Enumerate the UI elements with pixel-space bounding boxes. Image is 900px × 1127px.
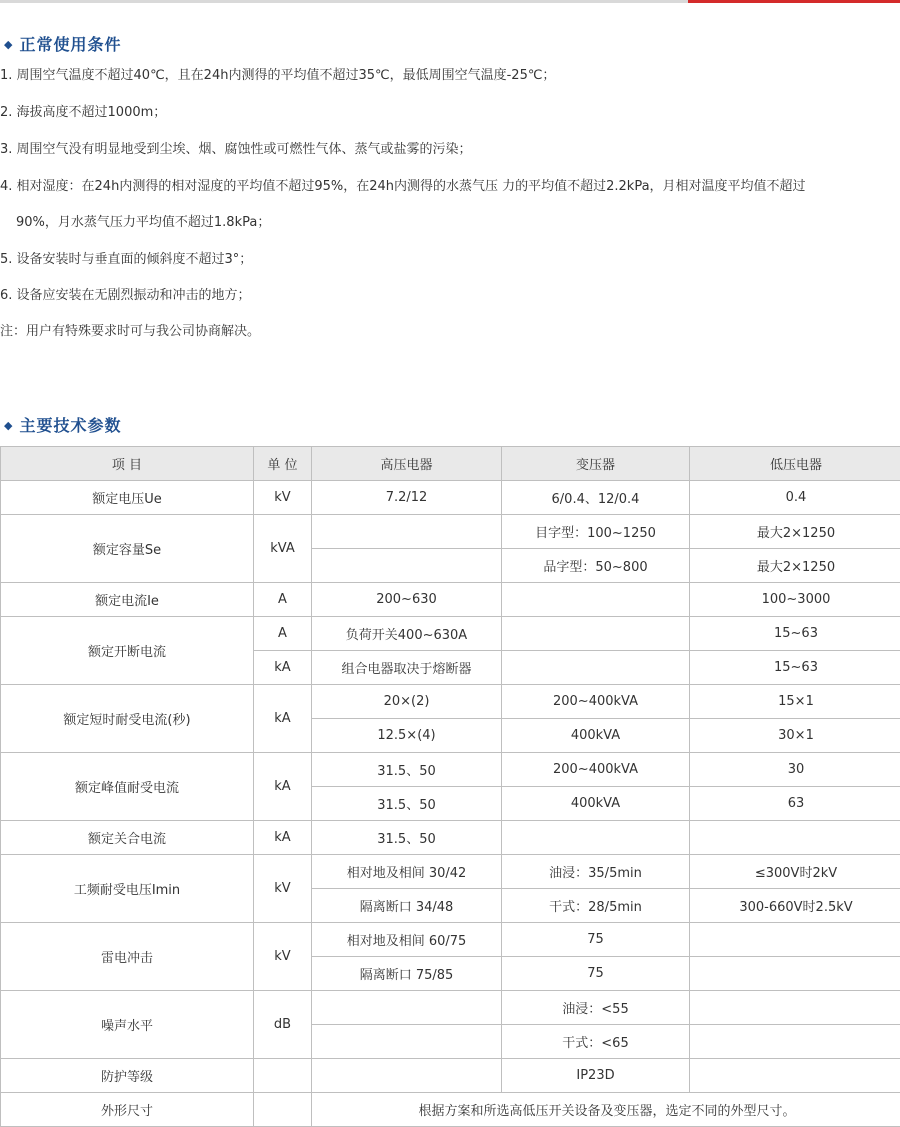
cell-lv: 0.4 [690,481,900,515]
cell-lv: 15×1 [690,685,900,719]
cell-lv: 15~63 [690,617,900,651]
table-header-row [1,447,900,481]
header-lv: 低压电器 [690,447,900,481]
condition-4-cont: 90%，月水蒸气压力平均值不超过1.8kPa； [16,211,270,230]
cell-lv: 最大2×1250 [690,549,900,583]
cell-hv [312,991,502,1025]
cell-transformer: 干式：28/5min [502,889,690,923]
diamond-bullet-icon: ◆ [4,419,13,432]
conditions-title-text: 正常使用条件 [19,35,121,54]
cell-hv: 相对地及相间 60/75 [312,923,502,957]
cell-lv: 30×1 [690,719,900,753]
cell-hv: 隔离断口 34/48 [312,889,502,923]
cell-transformer [502,583,690,617]
cell-transformer: 75 [502,923,690,957]
cell-lv: 15~63 [690,651,900,685]
conditions-section-title [4,32,121,55]
cell-item: 额定峰值耐受电流 [1,753,254,821]
table-row [1,991,900,1025]
table-row [1,855,900,889]
table-row [1,617,900,651]
cell-item: 额定短时耐受电流(秒) [1,685,254,753]
table-row [1,1093,900,1127]
header-hv: 高压电器 [312,447,502,481]
cell-hv: 31.5、50 [312,821,502,855]
table-row [1,515,900,549]
cell-lv [690,821,900,855]
cell-hv [312,549,502,583]
cell-transformer: IP23D [502,1059,690,1093]
cell-hv: 12.5×(4) [312,719,502,753]
cell-lv: 300-660V时2.5kV [690,889,900,923]
condition-2: 2. 海拔高度不超过1000m； [0,101,166,120]
table-row [1,685,900,719]
params-title-text: 主要技术参数 [19,416,121,435]
cell-lv: ≤300V时2kV [690,855,900,889]
cell-hv: 负荷开关400~630A [312,617,502,651]
condition-5: 5. 设备安装时与垂直面的倾斜度不超过3°； [0,248,252,267]
cell-item: 额定电压Ue [1,481,254,515]
diamond-bullet-icon: ◆ [4,38,13,51]
cell-transformer: 品字型：50~800 [502,549,690,583]
params-section-title [4,413,121,436]
cell-transformer [502,821,690,855]
cell-item: 额定电流Ie [1,583,254,617]
cell-item: 外形尺寸 [1,1093,254,1127]
cell-transformer: 200~400kVA [502,753,690,787]
cell-transformer: 400kVA [502,787,690,821]
cell-unit [254,1059,312,1093]
cell-unit: kA [254,753,312,821]
cell-unit: kV [254,481,312,515]
condition-4: 4. 相对湿度：在24h内测得的相对湿度的平均值不超过95%，在24h内测得的水蒸气压 力的平均值不超过2.2kPa，月相对温度平均值不超过 [0,175,806,194]
table-row [1,481,900,515]
cell-unit: kV [254,923,312,991]
top-accent-bar [688,0,900,3]
table-row [1,923,900,957]
cell-unit: kA [254,685,312,753]
cell-unit: A [254,583,312,617]
cell-hv [312,515,502,549]
cell-unit: A [254,617,312,651]
cell-item: 工频耐受电压Imin [1,855,254,923]
cell-unit: kA [254,651,312,685]
cell-lv: 100~3000 [690,583,900,617]
condition-note: 注：用户有特殊要求时可与我公司协商解决。 [0,320,260,339]
header-item: 项 目 [1,447,254,481]
table-row [1,753,900,787]
condition-3: 3. 周围空气没有明显地受到尘埃、烟、腐蚀性或可燃性气体、蒸气或盐雾的污染； [0,138,472,157]
cell-unit: kVA [254,515,312,583]
cell-unit: dB [254,991,312,1059]
cell-hv: 31.5、50 [312,787,502,821]
parameters-table [0,446,900,1127]
cell-hv: 相对地及相间 30/42 [312,855,502,889]
cell-transformer [502,651,690,685]
cell-transformer: 6/0.4、12/0.4 [502,481,690,515]
cell-lv: 30 [690,753,900,787]
cell-lv [690,957,900,991]
cell-hv: 组合电器取决于熔断器 [312,651,502,685]
condition-1: 1. 周围空气温度不超过40℃，且在24h内测得的平均值不超过35℃，最低周围空气温度-25℃； [0,64,555,83]
cell-lv [690,1059,900,1093]
cell-lv: 最大2×1250 [690,515,900,549]
cell-hv [312,1025,502,1059]
table-row [1,821,900,855]
cell-hv: 7.2/12 [312,481,502,515]
cell-hv: 200~630 [312,583,502,617]
cell-item: 噪声水平 [1,991,254,1059]
cell-hv: 隔离断口 75/85 [312,957,502,991]
cell-transformer: 400kVA [502,719,690,753]
cell-transformer: 75 [502,957,690,991]
cell-dimensions-note: 根据方案和所选高低压开关设备及变压器，选定不同的外型尺寸。 [312,1093,900,1127]
cell-item: 额定容量Se [1,515,254,583]
cell-hv: 31.5、50 [312,753,502,787]
cell-item: 额定关合电流 [1,821,254,855]
cell-unit [254,1093,312,1127]
header-unit: 单 位 [254,447,312,481]
cell-unit: kA [254,821,312,855]
cell-transformer: 油浸：35/5min [502,855,690,889]
table-row [1,583,900,617]
cell-transformer: 干式：<65 [502,1025,690,1059]
cell-item: 额定开断电流 [1,617,254,685]
table-row [1,1059,900,1093]
cell-lv [690,923,900,957]
cell-transformer: 目字型：100~1250 [502,515,690,549]
cell-transformer [502,617,690,651]
header-transformer: 变压器 [502,447,690,481]
condition-6: 6. 设备应安装在无剧烈振动和冲击的地方； [0,284,251,303]
cell-hv [312,1059,502,1093]
cell-item: 雷电冲击 [1,923,254,991]
cell-lv [690,1025,900,1059]
cell-unit: kV [254,855,312,923]
cell-item: 防护等级 [1,1059,254,1093]
cell-hv: 20×(2) [312,685,502,719]
cell-lv [690,991,900,1025]
cell-transformer: 油浸：<55 [502,991,690,1025]
cell-lv: 63 [690,787,900,821]
cell-transformer: 200~400kVA [502,685,690,719]
